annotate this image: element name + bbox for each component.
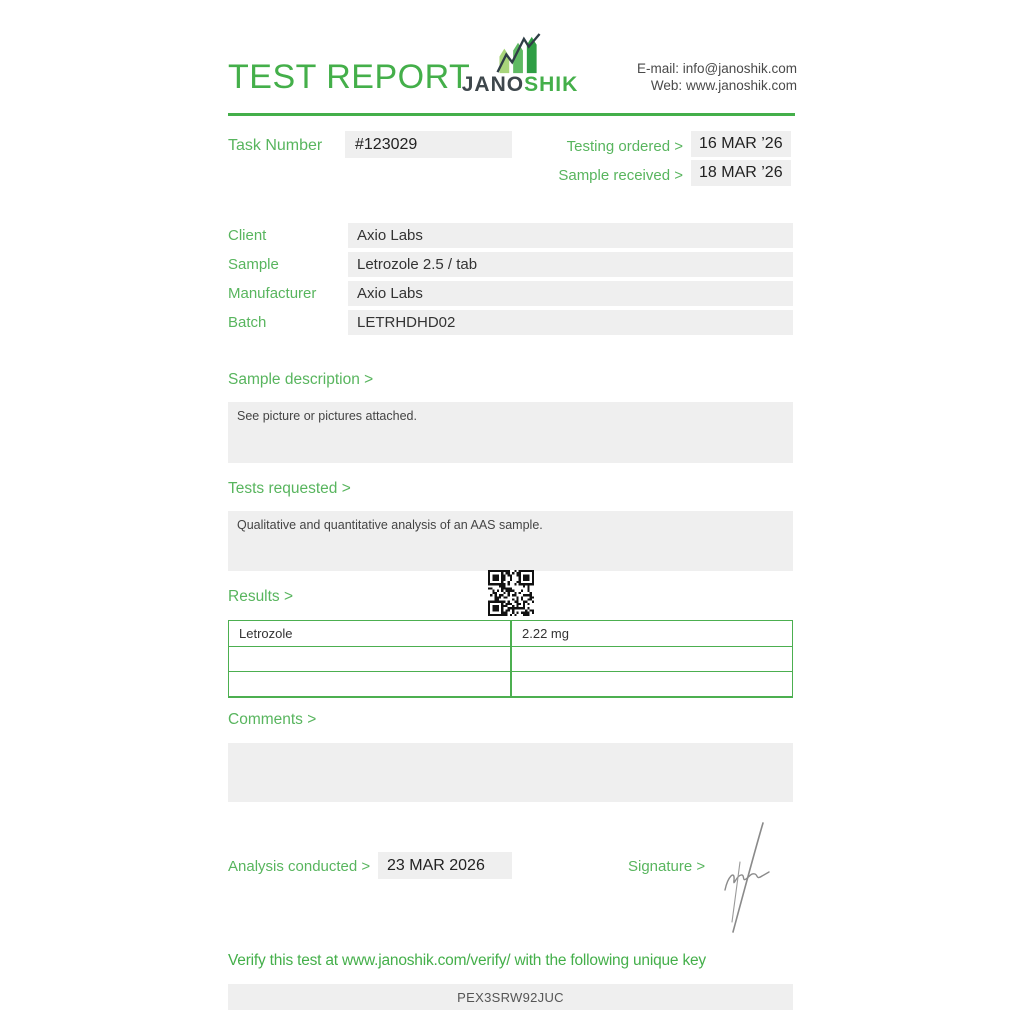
- manufacturer-label: Manufacturer: [228, 285, 317, 302]
- analysis-conducted-value: 23 MAR 2026: [378, 852, 512, 879]
- sample-received-value: 18 MAR ’26: [691, 160, 791, 186]
- result-amount: 2.22 mg: [522, 626, 569, 641]
- result-amount: [512, 647, 792, 671]
- contact-email-line: [600, 60, 797, 77]
- results-heading: Results >: [228, 588, 294, 605]
- sample-label: Sample: [228, 256, 279, 273]
- email-value: info@janoshik.com: [682, 61, 797, 76]
- email-label: E-mail:: [636, 61, 679, 76]
- sample-received-label: Sample received >: [558, 167, 683, 184]
- tests-requested-body: Qualitative and quantitative analysis of an AAS sample.: [228, 511, 793, 571]
- page-title: TEST REPORT: [228, 58, 471, 96]
- verify-instruction: Verify this test at www.janoshik.com/verify/ with the following unique key: [228, 952, 706, 969]
- sample-description-body: See picture or pictures attached.: [228, 402, 793, 463]
- web-value: www.janoshik.com: [685, 78, 797, 93]
- testing-ordered-label: Testing ordered >: [566, 138, 683, 155]
- client-label: Client: [228, 227, 267, 244]
- logo-word-dark: JANO: [461, 73, 525, 96]
- janoshik-logo: [452, 32, 588, 97]
- task-number-value: #123029: [345, 131, 512, 158]
- result-substance: [229, 672, 512, 696]
- tests-requested-heading: Tests requested >: [228, 480, 351, 497]
- batch-label: Batch: [228, 314, 267, 331]
- signature-label: Signature >: [628, 858, 706, 875]
- comments-heading: Comments >: [228, 711, 317, 728]
- contact-web-line: [600, 77, 797, 94]
- comments-body: [228, 743, 793, 802]
- client-value: Axio Labs: [348, 223, 793, 248]
- table-row: [229, 646, 792, 671]
- testing-ordered-value: 16 MAR ’26: [691, 131, 791, 157]
- contact-block: [600, 60, 797, 94]
- bar-chart-growth-icon: [452, 32, 588, 76]
- web-label: Web:: [650, 78, 683, 93]
- logo-word-green: SHIK: [524, 73, 579, 96]
- result-substance: [229, 647, 512, 671]
- sample-value: Letrozole 2.5 / tab: [348, 252, 793, 277]
- unique-key: PEX3SRW92JUC: [228, 984, 793, 1010]
- qr-code: [488, 570, 534, 616]
- header-divider: [228, 113, 795, 116]
- table-row: [229, 671, 792, 696]
- result-amount: [512, 672, 792, 696]
- analysis-conducted-label: Analysis conducted >: [228, 858, 371, 875]
- manufacturer-value: Axio Labs: [348, 281, 793, 306]
- task-number-label: Task Number: [228, 137, 323, 154]
- signature-handwriting: [706, 818, 786, 936]
- sample-description-heading: Sample description >: [228, 371, 374, 388]
- logo-wordmark: [452, 73, 588, 97]
- batch-value: LETRHDHD02: [348, 310, 793, 335]
- results-table: [228, 620, 793, 698]
- table-row: [229, 621, 792, 646]
- result-substance: Letrozole: [229, 621, 512, 646]
